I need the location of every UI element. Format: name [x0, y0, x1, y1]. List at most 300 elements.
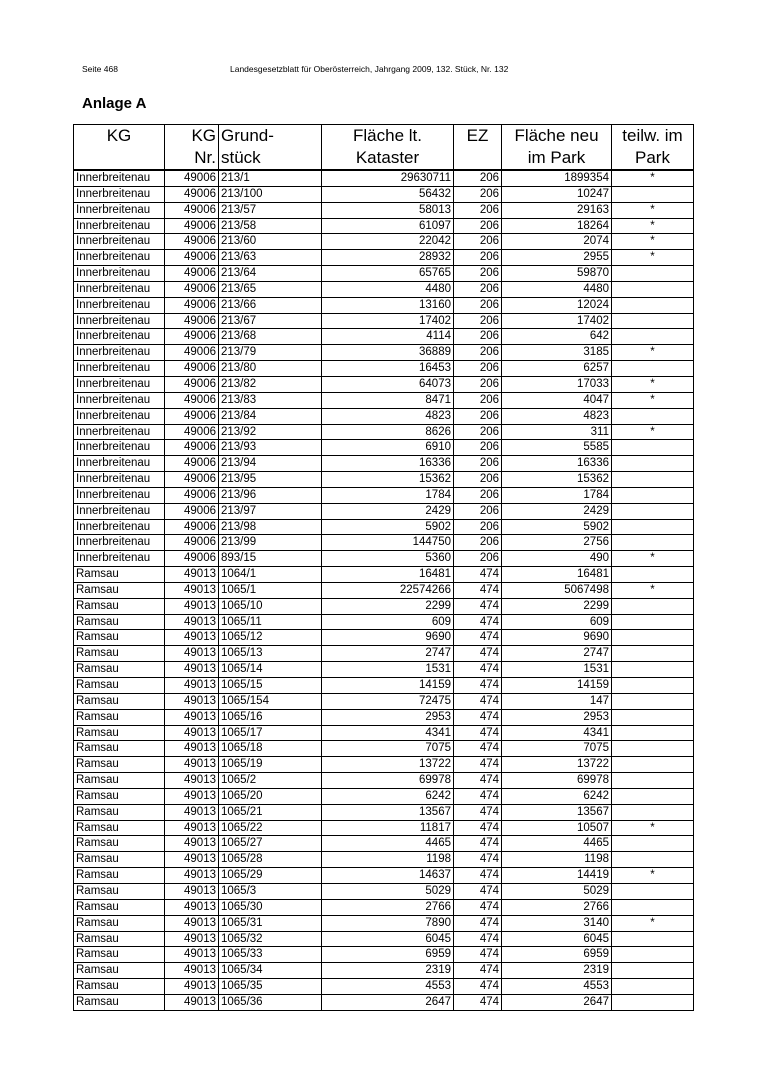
table-row	[74, 741, 694, 757]
cell-kg: Innerbreitenau	[74, 440, 165, 456]
cell-teilweise-im-park: *	[612, 170, 694, 186]
cell-ez: 206	[454, 361, 502, 377]
cell-ez: 474	[454, 883, 502, 899]
cell-kg-nr: 49013	[165, 725, 219, 741]
cell-flaeche-park: 147	[502, 693, 612, 709]
cell-kg: Innerbreitenau	[74, 487, 165, 503]
cell-flaeche-kataster: 11817	[322, 820, 454, 836]
cell-kg-nr: 49013	[165, 979, 219, 995]
cell-flaeche-park: 4553	[502, 979, 612, 995]
cell-grundstueck: 1065/10	[219, 598, 322, 614]
cell-kg-nr: 49006	[165, 361, 219, 377]
cell-kg-nr: 49006	[165, 329, 219, 345]
cell-grundstueck: 1065/30	[219, 899, 322, 915]
cell-kg-nr: 49013	[165, 820, 219, 836]
table-row	[74, 313, 694, 329]
cell-kg: Innerbreitenau	[74, 408, 165, 424]
cell-grundstueck: 213/99	[219, 535, 322, 551]
cell-kg: Innerbreitenau	[74, 250, 165, 266]
cell-flaeche-kataster: 56432	[322, 186, 454, 202]
cell-flaeche-park: 6959	[502, 947, 612, 963]
cell-kg: Ramsau	[74, 820, 165, 836]
cell-ez: 474	[454, 598, 502, 614]
cell-flaeche-kataster: 6910	[322, 440, 454, 456]
cell-kg-nr: 49013	[165, 931, 219, 947]
cell-flaeche-kataster: 8626	[322, 424, 454, 440]
cell-kg-nr: 49013	[165, 630, 219, 646]
table-row	[74, 773, 694, 789]
cell-ez: 474	[454, 630, 502, 646]
cell-kg: Innerbreitenau	[74, 313, 165, 329]
cell-ez: 474	[454, 804, 502, 820]
cell-flaeche-park: 14419	[502, 868, 612, 884]
table-row	[74, 329, 694, 345]
cell-grundstueck: 1065/15	[219, 678, 322, 694]
table-row	[74, 836, 694, 852]
cell-teilweise-im-park	[612, 598, 694, 614]
table-row	[74, 598, 694, 614]
cell-grundstueck: 213/83	[219, 392, 322, 408]
journal-citation: Landesgesetzblatt für Oberösterreich, Jahrgang 2009, 132. Stück, Nr. 132	[230, 64, 509, 74]
cell-flaeche-park: 4465	[502, 836, 612, 852]
table-row	[74, 788, 694, 804]
cell-grundstueck: 213/66	[219, 297, 322, 313]
table-row	[74, 297, 694, 313]
cell-teilweise-im-park: *	[612, 868, 694, 884]
cell-teilweise-im-park	[612, 773, 694, 789]
cell-flaeche-kataster: 61097	[322, 218, 454, 234]
cell-flaeche-kataster: 69978	[322, 773, 454, 789]
cell-flaeche-kataster: 1198	[322, 852, 454, 868]
table-row	[74, 582, 694, 598]
cell-kg-nr: 49006	[165, 266, 219, 282]
cell-flaeche-kataster: 4823	[322, 408, 454, 424]
cell-kg-nr: 49013	[165, 709, 219, 725]
cell-kg-nr: 49013	[165, 646, 219, 662]
cell-flaeche-park: 16481	[502, 567, 612, 583]
table-row	[74, 503, 694, 519]
cell-ez: 206	[454, 456, 502, 472]
cell-flaeche-park: 12024	[502, 297, 612, 313]
cell-grundstueck: 213/93	[219, 440, 322, 456]
cell-grundstueck: 1065/31	[219, 915, 322, 931]
cell-grundstueck: 1065/20	[219, 788, 322, 804]
cell-ez: 474	[454, 852, 502, 868]
page-number: Seite 468	[82, 64, 118, 74]
cell-kg: Ramsau	[74, 662, 165, 678]
table-row	[74, 266, 694, 282]
cell-teilweise-im-park	[612, 788, 694, 804]
cell-flaeche-park: 609	[502, 614, 612, 630]
cell-flaeche-park: 1899354	[502, 170, 612, 186]
cell-flaeche-kataster: 4465	[322, 836, 454, 852]
cell-flaeche-kataster: 1531	[322, 662, 454, 678]
cell-teilweise-im-park	[612, 440, 694, 456]
cell-teilweise-im-park: *	[612, 218, 694, 234]
cell-ez: 474	[454, 979, 502, 995]
cell-kg-nr: 49006	[165, 440, 219, 456]
cell-kg: Ramsau	[74, 836, 165, 852]
cell-kg: Innerbreitenau	[74, 234, 165, 250]
cell-grundstueck: 1065/2	[219, 773, 322, 789]
cell-flaeche-kataster: 7890	[322, 915, 454, 931]
cell-ez: 206	[454, 408, 502, 424]
cell-ez: 474	[454, 678, 502, 694]
cell-grundstueck: 213/96	[219, 487, 322, 503]
cell-kg: Innerbreitenau	[74, 329, 165, 345]
cell-kg: Innerbreitenau	[74, 266, 165, 282]
cell-ez: 206	[454, 392, 502, 408]
cell-kg-nr: 49013	[165, 994, 219, 1010]
cell-teilweise-im-park: *	[612, 250, 694, 266]
cell-kg: Ramsau	[74, 630, 165, 646]
cell-kg: Ramsau	[74, 883, 165, 899]
table-row	[74, 678, 694, 694]
cell-kg-nr: 49013	[165, 757, 219, 773]
cell-flaeche-kataster: 5902	[322, 519, 454, 535]
cell-grundstueck: 1065/14	[219, 662, 322, 678]
table-row	[74, 392, 694, 408]
cell-teilweise-im-park: *	[612, 234, 694, 250]
cell-flaeche-kataster: 2319	[322, 963, 454, 979]
cell-kg-nr: 49013	[165, 598, 219, 614]
table-row	[74, 994, 694, 1010]
cell-teilweise-im-park	[612, 503, 694, 519]
table-row	[74, 345, 694, 361]
cell-flaeche-park: 17033	[502, 376, 612, 392]
cell-grundstueck: 213/68	[219, 329, 322, 345]
cell-kg-nr: 49006	[165, 281, 219, 297]
cell-flaeche-kataster: 1784	[322, 487, 454, 503]
cell-teilweise-im-park	[612, 804, 694, 820]
cell-kg-nr: 49013	[165, 836, 219, 852]
cell-grundstueck: 1065/154	[219, 693, 322, 709]
table-row	[74, 804, 694, 820]
cell-ez: 474	[454, 709, 502, 725]
cell-ez: 206	[454, 345, 502, 361]
cell-kg-nr: 49013	[165, 741, 219, 757]
cell-kg: Innerbreitenau	[74, 472, 165, 488]
cell-teilweise-im-park	[612, 994, 694, 1010]
column-header-teilweise-im-park: teilw. im Park	[612, 125, 694, 171]
cell-flaeche-park: 14159	[502, 678, 612, 694]
column-header-kg: KG	[74, 125, 165, 171]
cell-flaeche-kataster: 29630711	[322, 170, 454, 186]
table-row	[74, 693, 694, 709]
cell-kg: Innerbreitenau	[74, 456, 165, 472]
cell-flaeche-park: 59870	[502, 266, 612, 282]
cell-ez: 206	[454, 234, 502, 250]
cell-ez: 206	[454, 170, 502, 186]
cell-teilweise-im-park: *	[612, 202, 694, 218]
cell-ez: 474	[454, 963, 502, 979]
cell-teilweise-im-park	[612, 725, 694, 741]
cell-teilweise-im-park	[612, 614, 694, 630]
cell-kg-nr: 49013	[165, 868, 219, 884]
cell-kg-nr: 49013	[165, 947, 219, 963]
cell-kg: Innerbreitenau	[74, 345, 165, 361]
cell-flaeche-park: 1531	[502, 662, 612, 678]
cell-teilweise-im-park	[612, 963, 694, 979]
cell-grundstueck: 1065/22	[219, 820, 322, 836]
cell-teilweise-im-park	[612, 693, 694, 709]
cell-flaeche-kataster: 2299	[322, 598, 454, 614]
cell-ez: 474	[454, 725, 502, 741]
table-row	[74, 535, 694, 551]
cell-flaeche-park: 16336	[502, 456, 612, 472]
cell-flaeche-kataster: 7075	[322, 741, 454, 757]
cell-kg-nr: 49013	[165, 662, 219, 678]
cell-kg-nr: 49006	[165, 376, 219, 392]
cell-kg: Innerbreitenau	[74, 424, 165, 440]
cell-flaeche-kataster: 58013	[322, 202, 454, 218]
cell-kg: Ramsau	[74, 899, 165, 915]
cell-kg: Innerbreitenau	[74, 281, 165, 297]
cell-grundstueck: 213/64	[219, 266, 322, 282]
cell-flaeche-kataster: 2647	[322, 994, 454, 1010]
cell-ez: 206	[454, 519, 502, 535]
table-row	[74, 487, 694, 503]
column-header-flaeche-kataster: Fläche lt. Kataster	[322, 125, 454, 171]
cell-teilweise-im-park	[612, 281, 694, 297]
cell-flaeche-kataster: 64073	[322, 376, 454, 392]
table-row	[74, 170, 694, 186]
cell-kg: Ramsau	[74, 868, 165, 884]
cell-flaeche-park: 29163	[502, 202, 612, 218]
cell-teilweise-im-park	[612, 709, 694, 725]
cell-flaeche-park: 4047	[502, 392, 612, 408]
cell-flaeche-park: 3140	[502, 915, 612, 931]
table-row	[74, 979, 694, 995]
cell-teilweise-im-park	[612, 329, 694, 345]
cell-kg: Innerbreitenau	[74, 392, 165, 408]
table-row	[74, 852, 694, 868]
cell-flaeche-kataster: 2953	[322, 709, 454, 725]
cell-teilweise-im-park: *	[612, 551, 694, 567]
cell-kg: Ramsau	[74, 852, 165, 868]
cell-grundstueck: 1065/32	[219, 931, 322, 947]
cell-flaeche-kataster: 6045	[322, 931, 454, 947]
table-row	[74, 915, 694, 931]
cell-flaeche-park: 69978	[502, 773, 612, 789]
cell-ez: 206	[454, 297, 502, 313]
cell-flaeche-park: 2299	[502, 598, 612, 614]
cell-flaeche-park: 6257	[502, 361, 612, 377]
cell-teilweise-im-park	[612, 361, 694, 377]
cell-kg: Innerbreitenau	[74, 186, 165, 202]
table-row	[74, 662, 694, 678]
cell-kg-nr: 49006	[165, 472, 219, 488]
table-row	[74, 218, 694, 234]
cell-flaeche-kataster: 13722	[322, 757, 454, 773]
cell-kg: Ramsau	[74, 725, 165, 741]
cell-kg-nr: 49006	[165, 313, 219, 329]
cell-teilweise-im-park	[612, 408, 694, 424]
cell-flaeche-kataster: 22574266	[322, 582, 454, 598]
cell-grundstueck: 1065/36	[219, 994, 322, 1010]
cell-flaeche-kataster: 609	[322, 614, 454, 630]
cell-ez: 206	[454, 313, 502, 329]
cell-flaeche-kataster: 22042	[322, 234, 454, 250]
cell-flaeche-park: 642	[502, 329, 612, 345]
cell-ez: 206	[454, 551, 502, 567]
cell-kg-nr: 49006	[165, 202, 219, 218]
table-row	[74, 931, 694, 947]
cell-ez: 206	[454, 250, 502, 266]
table-row	[74, 757, 694, 773]
table-row	[74, 646, 694, 662]
cell-kg: Innerbreitenau	[74, 297, 165, 313]
cell-grundstueck: 1064/1	[219, 567, 322, 583]
table-header-row	[74, 125, 694, 171]
cell-flaeche-park: 2756	[502, 535, 612, 551]
cell-ez: 474	[454, 788, 502, 804]
cell-grundstueck: 213/60	[219, 234, 322, 250]
cell-grundstueck: 213/95	[219, 472, 322, 488]
cell-kg-nr: 49006	[165, 345, 219, 361]
cell-kg: Innerbreitenau	[74, 218, 165, 234]
table-row	[74, 250, 694, 266]
cell-ez: 474	[454, 899, 502, 915]
cell-flaeche-park: 4480	[502, 281, 612, 297]
cell-grundstueck: 1065/16	[219, 709, 322, 725]
cell-grundstueck: 213/57	[219, 202, 322, 218]
cell-teilweise-im-park: *	[612, 424, 694, 440]
cell-grundstueck: 1065/33	[219, 947, 322, 963]
table-row	[74, 408, 694, 424]
cell-kg: Ramsau	[74, 788, 165, 804]
cell-flaeche-kataster: 144750	[322, 535, 454, 551]
table-body	[74, 170, 694, 1010]
cell-kg-nr: 49013	[165, 852, 219, 868]
cell-flaeche-park: 5067498	[502, 582, 612, 598]
cell-kg: Ramsau	[74, 947, 165, 963]
cell-kg: Ramsau	[74, 994, 165, 1010]
cell-flaeche-kataster: 2766	[322, 899, 454, 915]
cell-flaeche-kataster: 14159	[322, 678, 454, 694]
cell-grundstueck: 1065/18	[219, 741, 322, 757]
table-row	[74, 519, 694, 535]
cell-kg: Innerbreitenau	[74, 202, 165, 218]
cell-kg: Ramsau	[74, 741, 165, 757]
cell-kg: Ramsau	[74, 963, 165, 979]
cell-teilweise-im-park	[612, 931, 694, 947]
annex-title: Anlage A	[82, 95, 147, 112]
table-row	[74, 376, 694, 392]
cell-kg: Innerbreitenau	[74, 551, 165, 567]
cell-grundstueck: 1065/29	[219, 868, 322, 884]
cell-flaeche-kataster: 9690	[322, 630, 454, 646]
cell-kg: Innerbreitenau	[74, 519, 165, 535]
cell-flaeche-kataster: 16453	[322, 361, 454, 377]
cell-flaeche-kataster: 6959	[322, 947, 454, 963]
cell-flaeche-park: 2074	[502, 234, 612, 250]
cell-flaeche-kataster: 4341	[322, 725, 454, 741]
table-row	[74, 440, 694, 456]
cell-kg-nr: 49013	[165, 899, 219, 915]
cell-kg-nr: 49013	[165, 883, 219, 899]
cell-flaeche-kataster: 8471	[322, 392, 454, 408]
table-row	[74, 186, 694, 202]
cell-ez: 474	[454, 947, 502, 963]
cell-kg-nr: 49006	[165, 297, 219, 313]
cell-grundstueck: 1065/1	[219, 582, 322, 598]
cell-flaeche-kataster: 28932	[322, 250, 454, 266]
cell-flaeche-kataster: 5029	[322, 883, 454, 899]
cell-ez: 206	[454, 440, 502, 456]
cell-ez: 206	[454, 266, 502, 282]
cell-kg: Ramsau	[74, 567, 165, 583]
cell-grundstueck: 213/100	[219, 186, 322, 202]
table-row	[74, 963, 694, 979]
cell-ez: 206	[454, 202, 502, 218]
cell-teilweise-im-park	[612, 487, 694, 503]
cell-grundstueck: 1065/3	[219, 883, 322, 899]
cell-kg: Ramsau	[74, 709, 165, 725]
cell-kg-nr: 49006	[165, 551, 219, 567]
cell-flaeche-park: 6242	[502, 788, 612, 804]
table-row	[74, 725, 694, 741]
cell-grundstueck: 213/97	[219, 503, 322, 519]
table-row	[74, 567, 694, 583]
cell-kg-nr: 49006	[165, 392, 219, 408]
cell-ez: 206	[454, 535, 502, 551]
cell-teilweise-im-park	[612, 313, 694, 329]
cell-kg: Ramsau	[74, 582, 165, 598]
cell-flaeche-park: 490	[502, 551, 612, 567]
cell-teilweise-im-park	[612, 456, 694, 472]
cell-flaeche-park: 17402	[502, 313, 612, 329]
cell-grundstueck: 213/58	[219, 218, 322, 234]
cell-kg-nr: 49006	[165, 519, 219, 535]
table-row	[74, 947, 694, 963]
cell-flaeche-park: 5029	[502, 883, 612, 899]
cell-flaeche-kataster: 4114	[322, 329, 454, 345]
cell-kg: Innerbreitenau	[74, 503, 165, 519]
cell-teilweise-im-park	[612, 757, 694, 773]
cell-flaeche-park: 10507	[502, 820, 612, 836]
cell-ez: 206	[454, 424, 502, 440]
cell-kg: Ramsau	[74, 773, 165, 789]
cell-ez: 474	[454, 582, 502, 598]
cell-kg-nr: 49006	[165, 250, 219, 266]
cell-ez: 206	[454, 329, 502, 345]
cell-teilweise-im-park	[612, 852, 694, 868]
cell-grundstueck: 213/65	[219, 281, 322, 297]
cell-teilweise-im-park	[612, 836, 694, 852]
cell-grundstueck: 213/94	[219, 456, 322, 472]
cell-kg: Ramsau	[74, 614, 165, 630]
cell-kg-nr: 49006	[165, 487, 219, 503]
table-row	[74, 202, 694, 218]
table-row	[74, 456, 694, 472]
cell-flaeche-park: 1198	[502, 852, 612, 868]
cell-flaeche-kataster: 13567	[322, 804, 454, 820]
column-header-flaeche-park: Fläche neu im Park	[502, 125, 612, 171]
cell-teilweise-im-park	[612, 472, 694, 488]
cell-flaeche-park: 10247	[502, 186, 612, 202]
cell-flaeche-park: 7075	[502, 741, 612, 757]
cell-teilweise-im-park	[612, 519, 694, 535]
cell-flaeche-park: 2955	[502, 250, 612, 266]
cell-teilweise-im-park	[612, 646, 694, 662]
cell-flaeche-park: 13722	[502, 757, 612, 773]
table-row	[74, 899, 694, 915]
cell-flaeche-kataster: 16481	[322, 567, 454, 583]
table-row	[74, 424, 694, 440]
cell-flaeche-kataster: 2747	[322, 646, 454, 662]
cell-ez: 474	[454, 693, 502, 709]
